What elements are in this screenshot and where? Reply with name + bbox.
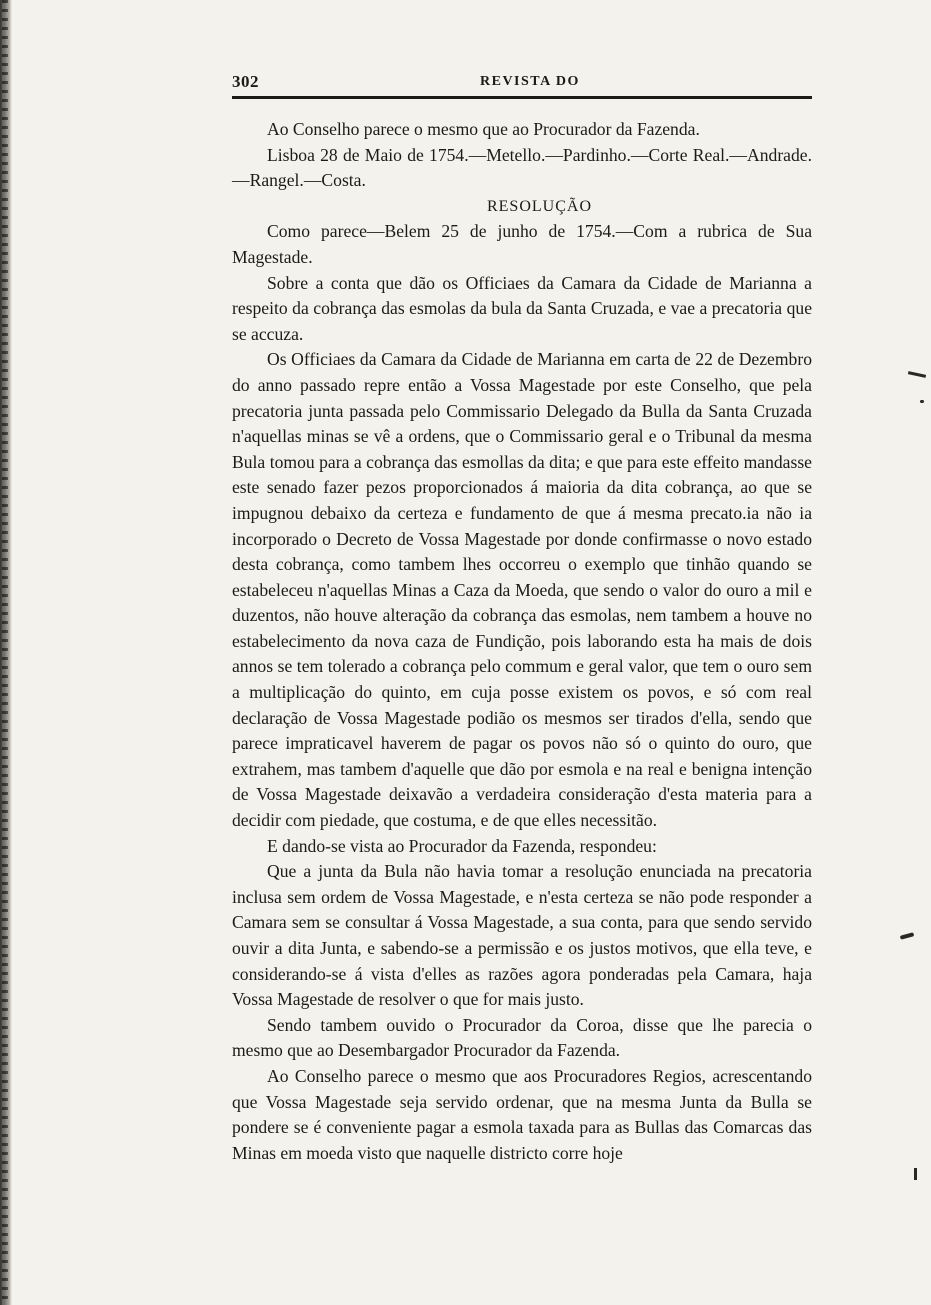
ink-speck: [920, 400, 924, 403]
body-text: [232, 117, 812, 1166]
running-title: REVISTA DO: [480, 74, 580, 89]
paragraph: E dando-se vista ao Procurador da Fazenda, respondeu:: [267, 835, 657, 856]
ink-speck: [900, 932, 915, 939]
ink-speck: [914, 1168, 917, 1180]
paragraph: Sendo tambem ouvido o Procurador da Coroa, disse que lhe parecia o mesmo que ao Desembargador Procurador da Fazenda.: [232, 1014, 812, 1061]
document-page: [232, 66, 822, 1166]
paragraph: Sobre a conta que dão os Officiaes da Camara da Cidade de Marianna a respeito da cobrança das esmolas da bula da Santa Cruzada, e vae a precatoria que se accuza.: [232, 272, 812, 344]
paragraph: Ao Conselho parece o mesmo que ao Procurador da Fazenda.: [267, 119, 700, 139]
section-title: RESOLUÇÃO: [486, 197, 592, 215]
page-header: [232, 66, 822, 92]
paragraph: Que a junta da Bula não havia tomar a resolução enunciada na precatoria inclusa sem ordem de Vossa Magestade, e n'esta certeza se não pode responder a Camara sem se consultar á Vossa Magestade, a sua conta, para que sendo servido ouvir a dita Junta, e sabendo-se a permissão e os justos motivos, que ella teve, e considerando-se á vista d'elles as razões agora ponderadas pela Camara, haja Vossa Magestade de resolver o que for mais justo.: [232, 861, 812, 1010]
ink-speck: [908, 371, 926, 378]
paragraph: Lisboa 28 de Maio de 1754.—Metello.—Pardinho.—Corte Real.—Andrade.—Rangel.—Costa.: [232, 144, 812, 191]
paragraph: Ao Conselho parece o mesmo que aos Procuradores Regios, acrescentando que Vossa Magestade seja servido ordenar, que na mesma Junta da Bulla se pondere se é conveniente pagar a esmola taxada para as Bullas das Comarcas das Minas em moeda visto que naquelle districto corre hoje: [232, 1065, 812, 1163]
paragraph: Como parece—Belem 25 de junho de 1754.—Com a rubrica de Sua Magestade.: [232, 221, 812, 267]
header-rule: [232, 96, 812, 99]
paragraph: Os Officiaes da Camara da Cidade de Marianna em carta de 22 de Dezembro do anno passado repre então a Vossa Magestade por este Conselho, que pela precatoria junta passada pelo Commissario Delegado da Bulla da Santa Cruzada n'aquellas minas se vê a ordens, que o Commissario geral e o Tribunal da mesma Bula tomou para a cobrança das esmollas da dita; e que para este effeito mandasse este senado fazer pezos proporcionados á maioria da dita cobrança, ao que se impugnou debaixo da certeza e fundamento de que á mesma precato.ia não ia incorporado o Decreto de Vossa Magestade por donde confirmasse o novo estado desta cobrança, como tambem lhes occorreu o exemplo que tinhão quando se estabeleceu n'aquellas Minas a Caza da Moeda, que sendo o valor do ouro a mil e duzentos, não houve alteração da cobrança das esmolas, nem tambem a houve no estabelecimento da nova caza de Fundição, pois laborando esta ha mais de dois annos se tem tolerado a cobrança pelo commum e geral valor, que tem o ouro sem a multiplicação do quinto, em cuja posse existem os povos, e só com real declaração de Vossa Magestade podião os mesmos ser tirados d'ella, sendo que parece impraticavel haverem de pagar os povos não só o quinto do ouro, que extrahem, mas tambem d'aquelle que dão por esmola e na real e benigna intenção de Vossa Magestade deixavão a verdadeira consideração d'esta materia para a decidir com piedade, que costuma, e de que elles necessitão.: [232, 349, 812, 831]
page-number: 302: [232, 72, 259, 91]
binding-texture: [2, 0, 8, 1305]
